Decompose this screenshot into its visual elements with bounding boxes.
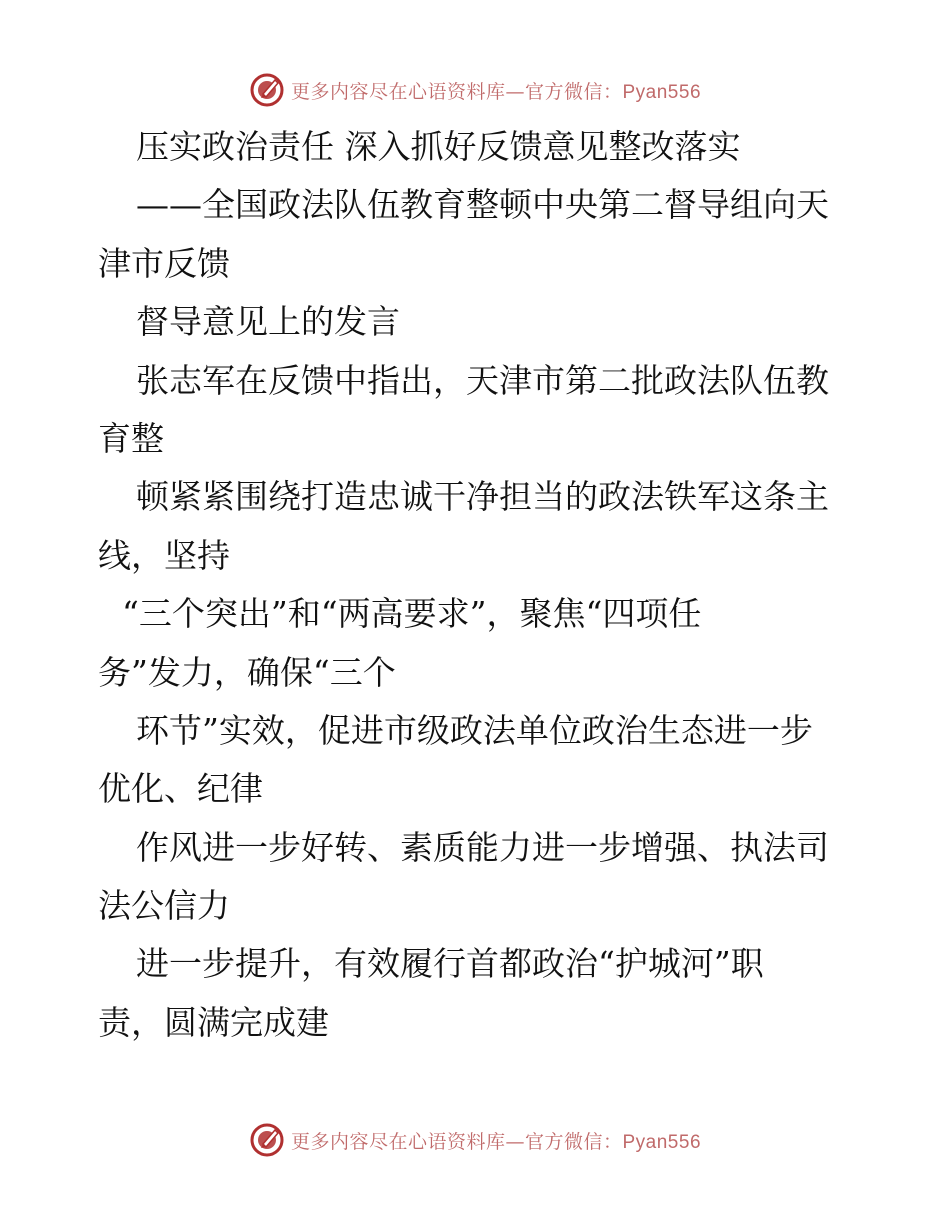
pen-logo-icon <box>249 72 285 108</box>
banner-caption: 更多内容尽在心语资料库—官方微信： <box>290 1130 623 1153</box>
text-line: 务”发力，确保“三个 <box>98 652 396 692</box>
text-line: “三个突出”和“两高要求”，聚焦“四项任 <box>122 594 702 634</box>
text-line: 环节”实效，促进市级政法单位政治生态进一步 <box>136 710 813 750</box>
document-body <box>98 118 858 1052</box>
banner-text <box>291 77 701 104</box>
text-line: 张志军在反馈中指出，天津市第二批政法队伍教 <box>136 360 829 400</box>
text-line: 线，坚持 <box>98 535 230 575</box>
banner-account: Pyan556 <box>622 1131 702 1153</box>
document-title-line: 压实政治责任 深入抓好反馈意见整改落实 <box>136 127 741 166</box>
text-line: 作风进一步好转、素质能力进一步增强、执法司 <box>136 827 829 867</box>
pen-logo-icon <box>249 1122 285 1158</box>
text-line: 督导意见上的发言 <box>136 302 400 342</box>
text-line: 责，圆满完成建 <box>98 1002 329 1042</box>
header-banner <box>0 70 950 110</box>
text-line: 优化、纪律 <box>98 769 263 809</box>
text-line: 进一步提升，有效履行首都政治“护城河”职 <box>136 944 764 984</box>
text-line: ——全国政法队伍教育整顿中央第二督导组向天 <box>136 185 829 225</box>
banner-text <box>291 1127 701 1154</box>
text-line: 法公信力 <box>98 886 230 926</box>
banner-caption: 更多内容尽在心语资料库—官方微信： <box>290 80 623 103</box>
banner-account: Pyan556 <box>622 81 702 103</box>
text-line: 津市反馈 <box>98 243 230 283</box>
text-line: 顿紧紧围绕打造忠诚干净担当的政法铁军这条主 <box>136 477 829 517</box>
footer-banner <box>0 1120 950 1160</box>
text-line: 育整 <box>98 418 164 458</box>
